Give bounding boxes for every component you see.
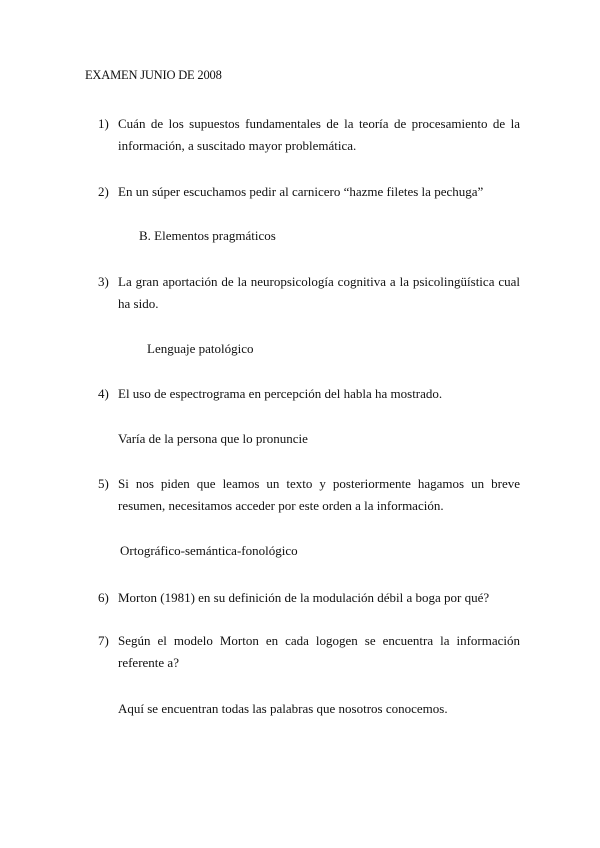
question-4 (98, 383, 520, 405)
question-text: Morton (1981) en su definición de la modulación débil a boga por qué? (118, 590, 490, 605)
question-text: Según el modelo Morton en cada logogen se encuentra la información referente a? (118, 633, 520, 670)
question-text: Cuán de los supuestos fundamentales de la teoría de procesamiento de la información, a suscitado mayor problemática. (118, 116, 520, 153)
question-2 (98, 181, 520, 203)
question-number: 6) (98, 590, 109, 605)
question-text: Si nos piden que leamos un texto y posteriormente hagamos un breve resumen, necesitamos acceder por este orden a la información. (118, 476, 520, 513)
question-number: 1) (98, 116, 109, 131)
question-number: 7) (98, 633, 109, 648)
question-number: 5) (98, 476, 109, 491)
answer-5: Ortográfico-semántica-fonológico (120, 543, 298, 558)
answer-2: B. Elementos pragmáticos (139, 228, 276, 243)
question-1 (98, 113, 520, 157)
question-6 (98, 587, 520, 609)
question-5 (98, 473, 520, 517)
question-number: 2) (98, 184, 109, 199)
question-number: 4) (98, 386, 109, 401)
question-3 (98, 271, 520, 315)
answer-4: Varía de la persona que lo pronuncie (118, 431, 308, 446)
question-text: En un súper escuchamos pedir al carnicero “hazme filetes la pechuga” (118, 184, 484, 199)
question-7 (98, 630, 520, 674)
answer-7: Aquí se encuentran todas las palabras que nosotros conocemos. (118, 701, 448, 716)
answer-3: Lenguaje patológico (147, 341, 254, 356)
question-text: El uso de espectrograma en percepción del habla ha mostrado. (118, 386, 443, 401)
question-text: La gran aportación de la neuropsicología cognitiva a la psicolingüística cual ha sido. (118, 274, 520, 311)
exam-title: EXAMEN JUNIO DE 2008 (85, 68, 222, 82)
question-number: 3) (98, 274, 109, 289)
